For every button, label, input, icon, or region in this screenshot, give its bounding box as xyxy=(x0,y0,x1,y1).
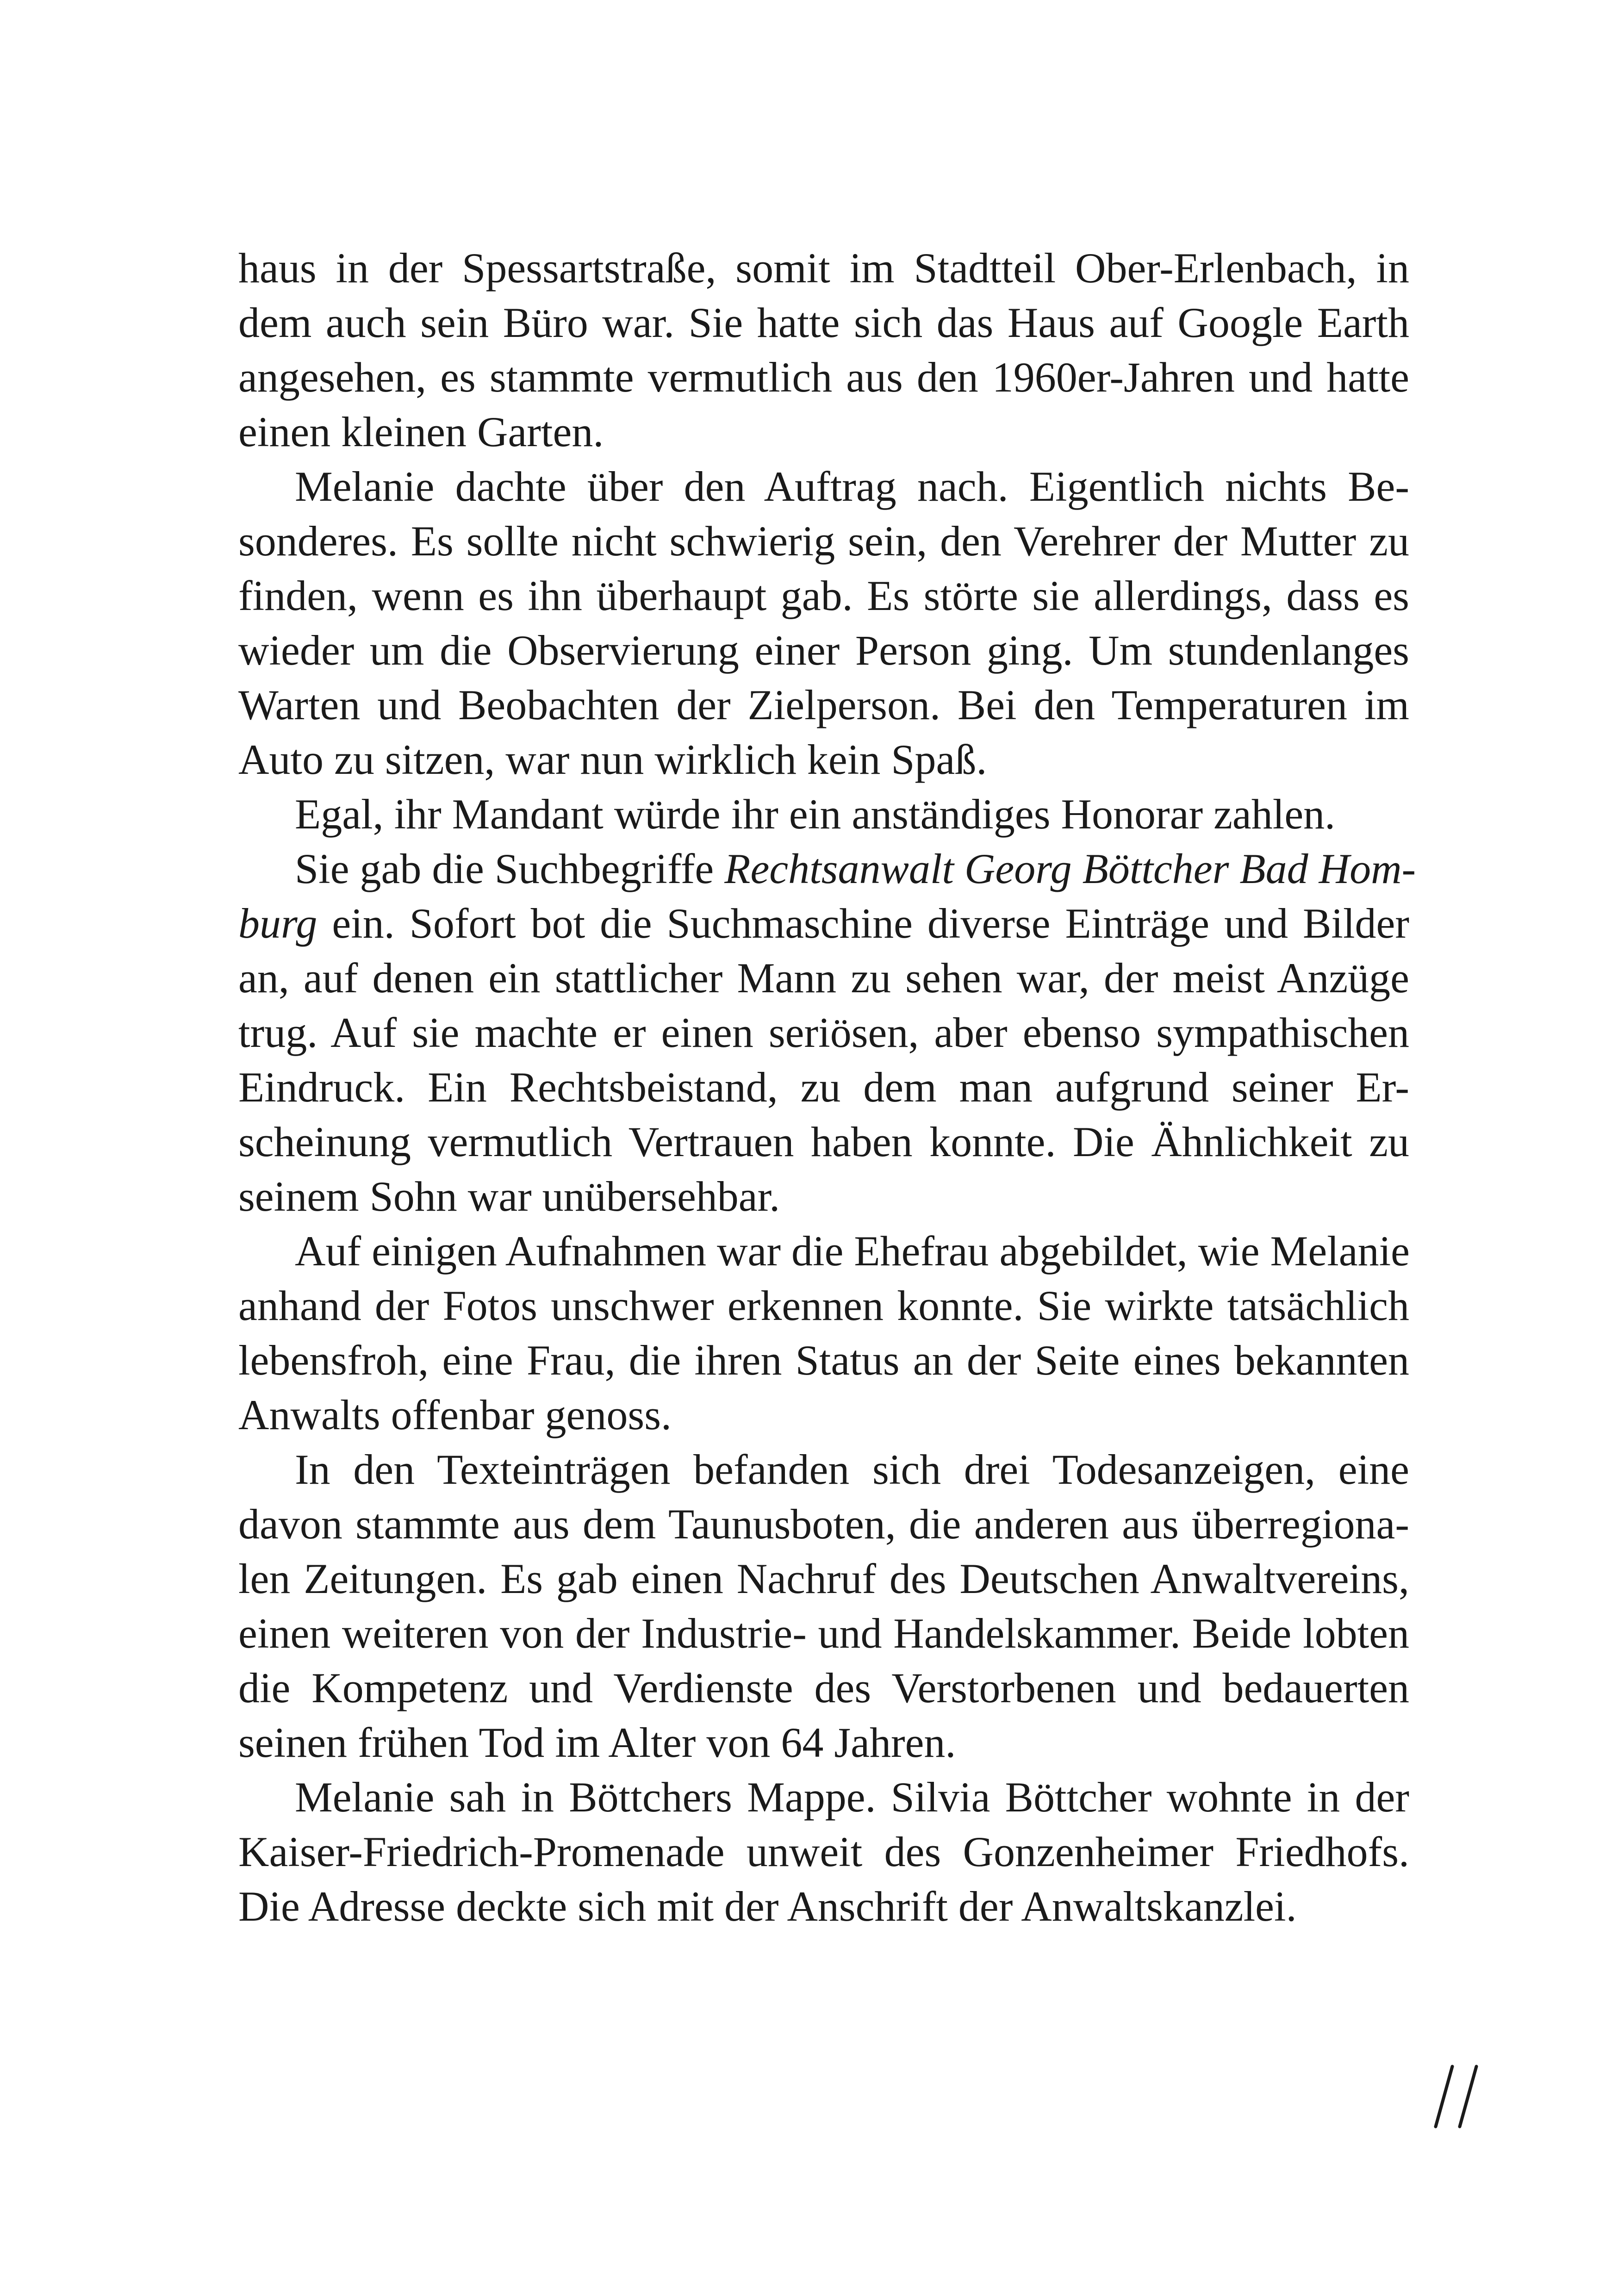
text-line: finden, wenn es ihn überhaupt gab. Es störte sie allerdings, dass es xyxy=(238,572,1409,619)
text-line: Melanie sah in Böttchers Mappe. Silvia Böttcher wohnte in der xyxy=(295,1773,1409,1821)
text-line: Kaiser-Friedrich-Promenade unweit des Gonzenheimer Friedhofs. xyxy=(238,1828,1409,1875)
text-line: davon stammte aus dem Taunusboten, die anderen aus überregiona- xyxy=(238,1500,1409,1548)
text-line: Die Adresse deckte sich mit der Anschrift der Anwaltskanzlei. xyxy=(238,1883,1297,1930)
text-line: In den Texteinträgen befanden sich drei Todesanzeigen, eine xyxy=(295,1446,1409,1493)
text-line: Anwalts offenbar genoss. xyxy=(238,1391,672,1438)
text-line: Warten und Beobachten der Zielperson. Bei den Temperaturen im xyxy=(238,681,1409,728)
text-line: sonderes. Es sollte nicht schwierig sein, den Verehrer der Mutter zu xyxy=(238,517,1409,565)
text-line xyxy=(238,896,1409,951)
text-line: lebensfroh, eine Frau, die ihren Status an der Seite eines bekannten xyxy=(238,1337,1409,1384)
text-line: einen weiteren von der Industrie- und Handelskammer. Beide lobten xyxy=(238,1610,1409,1657)
text-line: Auto zu sitzen, war nun wirklich kein Spaß. xyxy=(238,736,987,783)
text-line: anhand der Fotos unschwer erkennen konnte. Sie wirkte tatsächlich xyxy=(238,1282,1409,1329)
text-line: Egal, ihr Mandant würde ihr ein anständiges Honorar zahlen. xyxy=(295,790,1336,838)
text-line: trug. Auf sie machte er einen seriösen, aber ebenso sympathischen xyxy=(238,1009,1409,1056)
body-text xyxy=(238,241,1416,1934)
text-line: die Kompetenz und Verdienste des Verstorbenen und bedauerten xyxy=(238,1664,1409,1711)
text-line: Auf einigen Aufnahmen war die Ehefrau abgebildet, wie Melanie xyxy=(295,1227,1410,1275)
text-line: seinem Sohn war unübersehbar. xyxy=(238,1173,780,1220)
text-line: dem auch sein Büro war. Sie hatte sich das Haus auf Google Earth xyxy=(238,299,1409,346)
text-line: an, auf denen ein stattlicher Mann zu sehen war, der meist Anzüge xyxy=(238,954,1409,1002)
text-line: angesehen, es stammte vermutlich aus den 1960er-Jahren und hatte xyxy=(238,354,1409,401)
italic-search-terms: burg xyxy=(238,900,317,947)
text-line: len Zeitungen. Es gab einen Nachruf des Deutschen Anwaltvereins, xyxy=(238,1555,1409,1602)
text-line: einen kleinen Garten. xyxy=(238,408,604,455)
text-run: ein. Sofort bot die Suchmaschine diverse Einträge und Bilder xyxy=(317,900,1409,947)
text-line xyxy=(238,841,1416,896)
text-line: Eindruck. Ein Rechtsbeistand, zu dem man aufgrund seiner Er- xyxy=(238,1064,1409,1111)
text-line: seinen frühen Tod im Alter von 64 Jahren. xyxy=(238,1719,956,1766)
double-slash-icon xyxy=(1433,2062,1479,2131)
text-line: haus in der Spessartstraße, somit im Stadtteil Ober-Erlenbach, in xyxy=(238,244,1409,292)
text-line: scheinung vermutlich Vertrauen haben konnte. Die Ähnlichkeit zu xyxy=(238,1118,1409,1165)
text-line: Melanie dachte über den Auftrag nach. Eigentlich nichts Be- xyxy=(295,463,1409,510)
text-line: wieder um die Observierung einer Person ging. Um stundenlanges xyxy=(238,627,1409,674)
italic-search-terms: Rechtsanwalt Georg Böttcher Bad Hom- xyxy=(724,845,1416,892)
text-run: Sie gab die Suchbegriffe xyxy=(295,845,725,892)
